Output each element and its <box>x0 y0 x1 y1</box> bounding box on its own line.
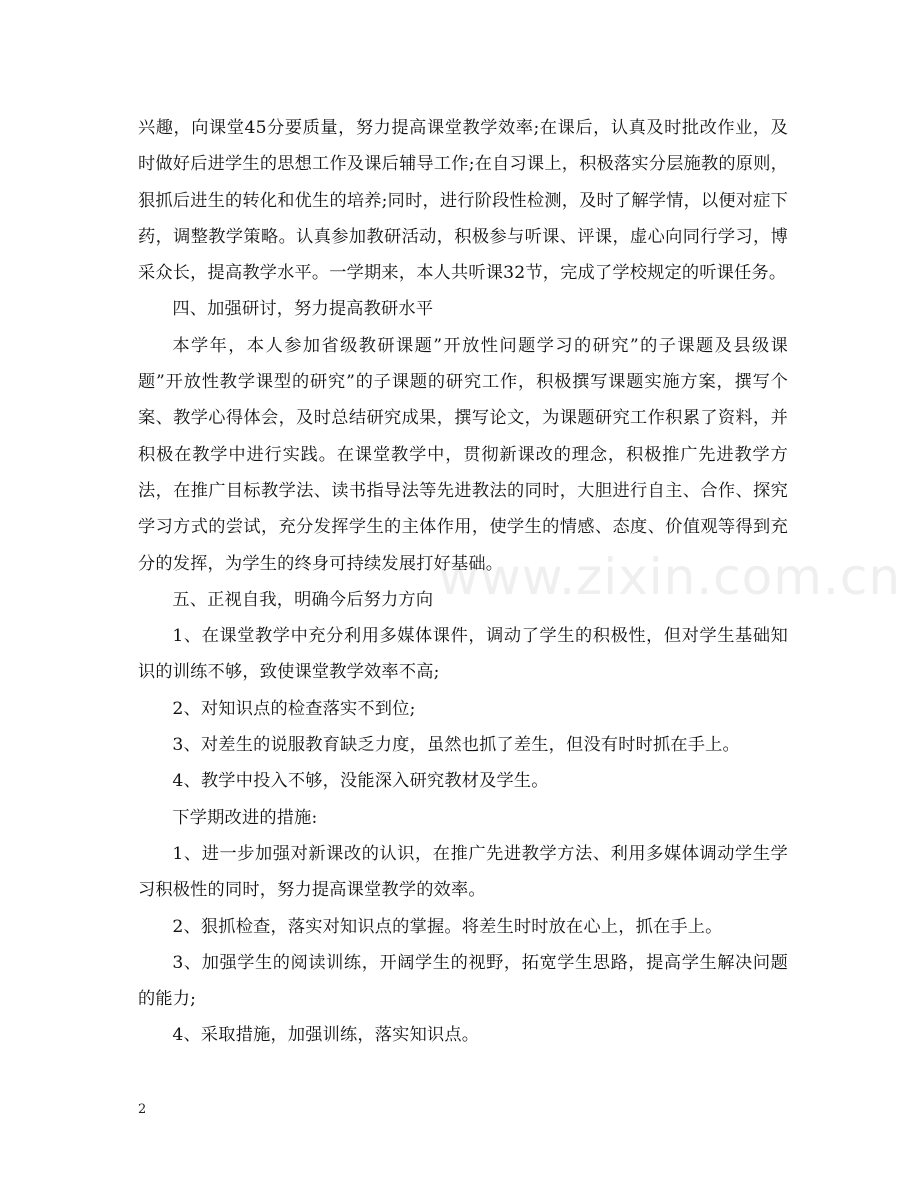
list-item: 4、采取措施，加强训练，落实知识点。 <box>172 1025 480 1046</box>
list-item: 2、狠抓检查，落实对知识点的掌握。将差生时时放在心上，抓在手上。 <box>172 916 723 937</box>
section-heading: 五、正视自我，明确今后努力方向 <box>172 589 434 610</box>
list-item: 1、在课堂教学中充分利用多媒体课件，调动了学生的积极性，但对学生基础知识的训练不够，致使课堂教学效率不高; <box>138 626 788 683</box>
watermark: www.zixin.com.cn <box>438 548 902 606</box>
document-body <box>138 110 788 1054</box>
list-item: 4、教学中投入不够，没能深入研究教材及学生。 <box>172 771 549 792</box>
body-paragraph: 兴趣，向课堂45分要质量，努力提高课堂教学效率;在课后，认真及时批改作业，及时做好后进学生的思想工作及课后辅导工作;在自习课上，积极落实分层施教的原则，狠抓后进生的转化和优生的培养;同时，进行阶段性检测，及时了解学情，以便对症下药，调整教学策略。认真参加教研活动，积极参与听课、评课，虚心向同行学习，博采众长，提高教学水平。一学期来，本人共听课32节，完成了学校规定的听课任务。 <box>138 118 788 284</box>
page-number: 2 <box>138 1102 147 1117</box>
list-item: 3、加强学生的阅读训练，开阔学生的视野，拓宽学生思路，提高学生解决问题的能力; <box>138 952 788 1010</box>
list-item: 1、进一步加强对新课改的认识，在推广先进教学方法、利用多媒体调动学生学习积极性的同时，努力提高课堂教学的效率。 <box>138 843 788 901</box>
section-heading: 四、加强研讨，努力提高教研水平 <box>172 299 434 320</box>
body-paragraph: 本学年，本人参加省级教研课题”开放性问题学习的研究”的子课题及县级课题”开放性教学课型的研究”的子课题的研究工作，积极撰写课题实施方案，撰写个案、教学心得体会，及时总结研究成果，撰写论文，为课题研究工作积累了资料，并积极在教学中进行实践。在课堂教学中，贯彻新课改的理念，积极推广先进教学方法，在推广目标教学法、读书指导法等先进教法的同时，大胆进行自主、合作、探究学习方式的尝试，充分发挥学生的主体作用，使学生的情感、态度、价值观等得到充分的发挥，为学生的终身可持续发展打好基础。 <box>138 335 788 574</box>
list-item: 2、对知识点的检查落实不到位; <box>172 698 416 719</box>
list-item: 3、对差生的说服教育缺乏力度，虽然也抓了差生，但没有时时抓在手上。 <box>172 735 740 756</box>
subheading: 下学期改进的措施: <box>172 807 318 828</box>
